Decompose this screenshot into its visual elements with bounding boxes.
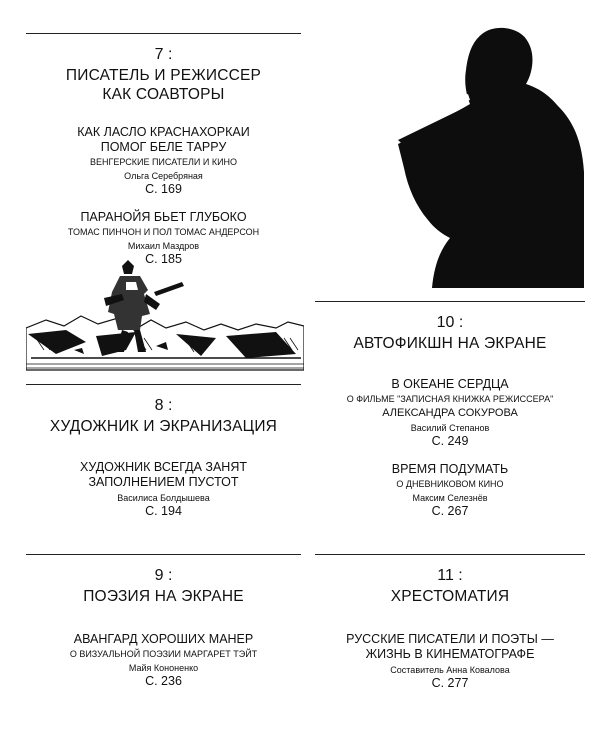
article-ocean-page[interactable]: С. 249	[431, 434, 469, 448]
section-9-top-rule	[26, 554, 301, 555]
article-krasznahorkai-page[interactable]: С. 169	[145, 182, 182, 196]
article-title-line-1: ХУДОЖНИК ВСЕГДА ЗАНЯТ	[79, 460, 247, 474]
section-8-title: ХУДОЖНИК И ЭКРАНИЗАЦИЯ	[49, 418, 278, 435]
article-ocean-extra: АЛЕКСАНДРА СОКУРОВА	[382, 407, 518, 419]
article-avantgarde-page[interactable]: С. 236	[145, 674, 182, 688]
article-avantgarde-author: Майя Кононенко	[128, 663, 199, 673]
section-7-title-line-2: КАК СОАВТОРЫ	[102, 86, 225, 103]
article-title-line-2: ЗАПОЛНЕНИЕМ ПУСТОТ	[88, 475, 239, 489]
article-paranoia-page[interactable]: С. 185	[145, 252, 182, 266]
article-title-line-1: РУССКИЕ ПИСАТЕЛИ И ПОЭТЫ —	[346, 632, 554, 646]
article-time-title: ВРЕМЯ ПОДУМАТЬ	[391, 462, 509, 476]
article-time-page[interactable]: С. 267	[431, 504, 469, 518]
article-anthology-title	[315, 632, 585, 662]
section-10-top-rule	[315, 301, 585, 302]
article-anthology-page[interactable]: С. 277	[431, 676, 469, 690]
warrior-illustration-icon	[26, 258, 304, 376]
article-title-line-2: ЖИЗНЬ В КИНЕМАТОГРАФЕ	[365, 647, 535, 661]
article-paranoia-title: ПАРАНОЙЯ БЬЕТ ГЛУБОКО	[80, 210, 247, 224]
article-artist-page[interactable]: С. 194	[145, 504, 182, 518]
section-9-title: ПОЭЗИЯ НА ЭКРАНЕ	[83, 588, 244, 605]
section-10-number: 10 :	[436, 314, 464, 331]
article-krasznahorkai-title	[26, 125, 301, 155]
section-10	[315, 314, 585, 519]
section-11-title: ХРЕСТОМАТИЯ	[390, 588, 510, 605]
section-11-top-rule	[315, 554, 585, 555]
article-title-line-2: ПОМОГ БЕЛЕ ТАРРУ	[100, 140, 227, 154]
section-9	[26, 567, 301, 689]
article-paranoia-author: Михаил Маздров	[127, 241, 200, 251]
article-avantgarde-title: АВАНГАРД ХОРОШИХ МАНЕР	[73, 632, 254, 646]
section-8-top-rule	[26, 384, 301, 385]
article-time-author: Максим Селезнёв	[412, 493, 488, 503]
article-title-line-1: КАК ЛАСЛО КРАСНАХОРКАИ	[77, 125, 250, 139]
article-ocean-subtitle: О ФИЛЬМЕ "ЗАПИСНАЯ КНИЖКА РЕЖИССЕРА"	[346, 394, 554, 404]
reading-silhouette-icon	[398, 22, 588, 288]
article-ocean-author: Василий Степанов	[410, 423, 490, 433]
article-krasznahorkai-subtitle: ВЕНГЕРСКИЕ ПИСАТЕЛИ И КИНО	[89, 157, 238, 167]
section-11	[315, 567, 585, 691]
article-artist-author: Василиса Болдышева	[117, 493, 210, 503]
section-8-number: 8 :	[154, 397, 173, 414]
article-ocean-title: В ОКЕАНЕ СЕРДЦА	[391, 377, 509, 391]
section-9-number: 9 :	[154, 567, 173, 584]
article-time-subtitle: О ДНЕВНИКОВОМ КИНО	[396, 479, 504, 489]
article-avantgarde-subtitle: О ВИЗУАЛЬНОЙ ПОЭЗИИ МАРГАРЕТ ТЭЙТ	[69, 649, 258, 659]
article-paranoia-subtitle: ТОМАС ПИНЧОН И ПОЛ ТОМАС АНДЕРСОН	[67, 227, 260, 237]
section-7-top-rule	[26, 33, 301, 34]
section-7-title	[26, 66, 301, 104]
section-8	[26, 397, 301, 519]
section-7-number: 7 :	[154, 46, 173, 63]
article-krasznahorkai-author: Ольга Серебряная	[124, 171, 203, 181]
section-7-title-line-1: ПИСАТЕЛЬ И РЕЖИССЕР	[65, 67, 262, 84]
section-7	[26, 46, 301, 267]
section-11-number: 11 :	[437, 567, 463, 584]
article-anthology-author: Составитель Анна Ковалова	[390, 665, 510, 675]
section-10-title: АВТОФИКШН НА ЭКРАНЕ	[353, 335, 547, 352]
article-artist-title	[26, 460, 301, 490]
